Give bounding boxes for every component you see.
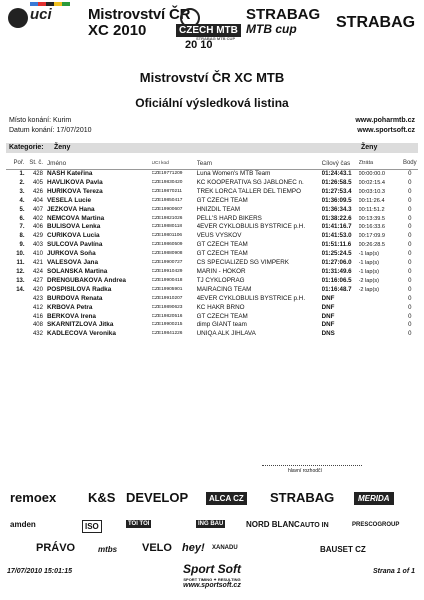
cell-points: 0: [408, 268, 412, 275]
cell-loss: -1 lap(s): [358, 268, 380, 275]
cell-name: VESELÁ Lucie: [46, 196, 92, 204]
cell-team: GT CZECH TEAM: [196, 250, 248, 258]
col-header-position: Poř.: [6, 157, 29, 170]
table-row: [6, 179, 418, 188]
col-header-team: Team: [197, 157, 322, 170]
cell-start-number: 420: [32, 286, 43, 293]
cell-finish-time: 01:31:49.6: [321, 267, 352, 275]
cell-finish-time: 01:36:09.5: [321, 196, 352, 204]
col-header-start-number: St. č.: [29, 157, 47, 170]
cell-uci-code: CZE19830420: [151, 179, 183, 185]
cell-start-number: 429: [32, 233, 43, 240]
cell-uci-code: CZE19880908: [151, 251, 183, 257]
cell-finish-time: DNF: [321, 303, 335, 311]
cell-position: 5.: [19, 206, 25, 213]
table-row: [6, 259, 418, 268]
strabag-logo: STRABAG: [336, 14, 416, 31]
cell-start-number: 410: [32, 251, 43, 258]
cell-finish-time: 01:16:48.7: [321, 285, 352, 293]
cell-finish-time: 01:24:43.1: [321, 170, 352, 177]
banner-czech-mtb: CZECH MTB: [176, 24, 241, 37]
cell-finish-time: 01:26:58.5: [321, 178, 352, 186]
cell-loss: [359, 321, 402, 330]
cell-finish-time: DNF: [321, 321, 335, 329]
cell-loss: 00:11:26.4: [358, 197, 385, 204]
table-row: [6, 277, 418, 286]
category-bar: [6, 143, 418, 153]
sponsor-amden: amden: [10, 520, 36, 529]
sponsor-xanadu: XANADU: [212, 545, 238, 551]
page-title: Mistrovství ČR XC MTB: [139, 70, 285, 85]
event-meta: [9, 116, 92, 136]
cell-uci-code: CZE19900418: [151, 277, 183, 283]
cell-loss: -2 lap(s): [358, 286, 380, 293]
cell-finish-time: 01:51:11.6: [321, 241, 352, 249]
table-row: [6, 241, 418, 250]
cell-name: POSPÍŠILOVÁ Radka: [46, 285, 112, 293]
sponsor-ks: K&S: [88, 490, 116, 505]
banner-title-line2: XC 2010: [88, 22, 147, 39]
cell-finish-time: 01:41:53.0: [321, 232, 352, 240]
cell-start-number: 424: [32, 268, 43, 275]
col-header-points: Body: [402, 157, 418, 170]
cell-name: KADLECOVÁ Veronika: [46, 330, 116, 338]
cell-loss: 00:13:39.5: [358, 215, 385, 222]
cell-start-number: 423: [32, 295, 43, 302]
cell-position: 7.: [19, 224, 25, 231]
cell-position: 2.: [19, 179, 25, 186]
cell-team: MARIN - HOKOR: [196, 267, 246, 275]
cell-name: HUŘÍKOVÁ Tereza: [46, 187, 103, 195]
category-value: Ženy: [54, 144, 71, 151]
category-label: Kategorie:: [9, 144, 44, 151]
signature-line: [262, 465, 362, 466]
table-row: [6, 223, 418, 232]
table-row: [6, 215, 418, 224]
table-row: [6, 250, 418, 259]
cell-team: GT CZECH TEAM: [196, 312, 248, 320]
banner-strabag-line2: MTB cup: [246, 22, 297, 36]
cell-loss: [359, 330, 402, 339]
sponsor-develop: DEVELOP: [126, 490, 189, 505]
cell-points: 0: [408, 188, 412, 195]
cell-points: 0: [408, 179, 412, 186]
cell-points: 0: [408, 215, 412, 222]
print-timestamp: 17/07/2010 15:01:15: [7, 568, 72, 575]
sponsor-velo: VELO: [142, 542, 172, 554]
cell-points: 0: [408, 242, 412, 249]
cell-finish-time: 01:41:16.7: [321, 223, 352, 231]
cell-uci-code: CZE19910429: [151, 268, 183, 274]
cell-start-number: 407: [32, 206, 43, 213]
cell-finish-time: 01:27:53.4: [321, 187, 352, 195]
cell-start-number: 404: [32, 197, 43, 204]
cell-start-number: 428: [32, 171, 43, 177]
event-links: [355, 116, 415, 136]
page-number: Strana 1 of 1: [372, 568, 415, 575]
cell-start-number: 416: [32, 313, 43, 320]
cell-uci-code: CZE19900607: [151, 206, 183, 212]
table-row: [6, 232, 418, 241]
cell-points: 0: [408, 322, 412, 329]
cell-uci-code: CZE19890623: [151, 304, 183, 310]
event-place: Místo konání: Kurim: [9, 117, 72, 124]
cell-uci-code: CZE19880118: [151, 224, 183, 230]
table-header-row: [6, 157, 418, 170]
cell-team: Luna Women's MTB Team: [196, 170, 271, 177]
cell-loss: 00:16:33.6: [358, 224, 385, 231]
cell-points: 0: [408, 171, 412, 177]
cell-team: KC KOOPERATIVA SG JABLONEC n.: [196, 178, 304, 186]
cell-uci-code: CZE19771209: [151, 171, 183, 176]
sportsoft-url[interactable]: www.sportsoft.cz: [183, 582, 241, 589]
cell-start-number: 402: [32, 215, 43, 222]
banner-title-line1: Mistrovství ČR: [88, 6, 191, 23]
table-row: [6, 321, 418, 330]
cell-start-number: 405: [32, 179, 43, 186]
cell-start-number: 408: [32, 322, 43, 329]
cell-name: NASH Kateřina: [46, 170, 93, 177]
cell-position: [6, 304, 29, 313]
cell-points: 0: [408, 295, 412, 302]
cell-points: 0: [408, 304, 412, 311]
cell-points: 0: [408, 313, 412, 320]
sponsor-prescogroup: PRESCOGROUP: [352, 522, 400, 528]
sportsoft-brand: Sport Soft: [183, 562, 241, 576]
cell-team: KC HAKR BRNO: [196, 303, 245, 311]
cell-uci-code: CZE19870211: [151, 188, 183, 194]
cell-uci-code: CZE19860509: [151, 242, 183, 248]
table-row: [6, 188, 418, 197]
table-row: [6, 330, 418, 339]
col-header-loss: Ztráta: [359, 157, 402, 170]
table-row: [6, 268, 418, 277]
cell-team: 4EVER CYKLOBULIS BYSTŘICE p.H.: [196, 294, 306, 302]
cell-uci-code: CZE19900727: [151, 260, 183, 266]
sportsoft-logo: [0, 560, 424, 589]
cell-start-number: 421: [32, 260, 43, 267]
cell-team: dimp GIANT team: [196, 321, 247, 329]
cell-position: [6, 321, 29, 330]
cell-uci-code: CZE19820516: [151, 313, 183, 319]
cell-finish-time: DNF: [321, 294, 335, 302]
col-header-name: Jméno: [47, 157, 152, 170]
cell-uci-code: CZE19910207: [151, 295, 183, 301]
judge-label: hlavní rozhodčí: [288, 468, 322, 474]
link-poharmtb[interactable]: www.poharmtb.cz: [355, 117, 415, 124]
sponsor-bauset: BAUSET CZ: [320, 545, 366, 554]
cell-start-number: 403: [32, 242, 43, 249]
cell-loss: -1 lap(s): [358, 251, 380, 258]
cell-loss: [359, 295, 402, 304]
cell-start-number: 412: [32, 304, 43, 311]
cell-points: 0: [408, 277, 412, 284]
cell-position: 14.: [16, 286, 25, 293]
cell-name: SOLANSKÁ Martina: [46, 267, 108, 275]
cell-points: 0: [408, 206, 412, 213]
sponsor-strabag: STRABAG: [270, 490, 335, 505]
table-row: [6, 313, 418, 322]
cell-points: 0: [408, 260, 412, 267]
uci-logo: uci: [30, 6, 52, 23]
cell-name: ČUŘÍKOVÁ Lucia: [46, 232, 100, 240]
table-row: [6, 197, 418, 206]
col-header-finish-time: Cílový čas: [322, 157, 359, 170]
cell-loss: -1 lap(s): [358, 260, 380, 267]
cell-name: BULISOVÁ Lenka: [46, 223, 101, 231]
cell-name: BURDOVÁ Renata: [46, 294, 103, 302]
cell-start-number: 406: [32, 224, 43, 231]
cell-position: [6, 313, 29, 322]
cell-loss: -2 lap(s): [358, 277, 380, 284]
cell-start-number: 432: [32, 331, 43, 338]
cell-finish-time: 01:25:24.5: [321, 250, 352, 258]
cell-finish-time: 01:36:34.3: [321, 205, 352, 213]
cell-uci-code: CZE19900215: [151, 322, 183, 328]
sponsor-pravo: PRÁVO: [36, 542, 76, 554]
cell-name: NĚMCOVÁ Martina: [46, 214, 105, 222]
cell-position: 12.: [16, 268, 25, 275]
sponsor-autoin: AUTO IN: [300, 522, 329, 529]
sponsor-mtbs: mtbs: [98, 545, 118, 554]
cell-position: 1.: [19, 171, 25, 177]
cell-finish-time: 01:27:06.0: [321, 259, 352, 267]
cell-team: VEUS VYŠKOV: [196, 232, 242, 240]
cell-uci-code: CZE19841226: [151, 331, 183, 337]
table-row: [6, 304, 418, 313]
cell-points: 0: [408, 331, 412, 338]
banner-tiny-text: STRABAG MTB CUP: [196, 36, 236, 41]
cell-position: [6, 295, 29, 304]
cell-team: PELL'S HARD BIKERS: [196, 214, 262, 222]
cell-loss: 00:17:09.9: [358, 233, 385, 240]
cell-loss: 00:00:00.0: [358, 171, 385, 177]
cell-position: 10.: [16, 251, 25, 258]
cell-position: 3.: [19, 188, 25, 195]
cell-team: TREK LORCA TALLER DEL TIEMPO: [196, 187, 302, 195]
cell-position: 4.: [19, 197, 25, 204]
cell-start-number: 427: [32, 277, 43, 284]
cell-name: JURKOVÁ Soňa: [46, 250, 96, 258]
cell-team: HNÍZDIL TEAM: [196, 205, 240, 213]
cell-uci-code: CZE19905901: [151, 286, 183, 292]
cell-loss: 00:11:51.2: [358, 206, 385, 213]
cell-position: 9.: [19, 242, 25, 249]
cell-loss: 00:26:28.5: [358, 242, 385, 249]
sponsor-nordblanc: NORD BLANC: [246, 520, 300, 529]
cell-loss: 00:03:10.3: [358, 188, 385, 195]
header-banner: [0, 0, 424, 62]
table-row: [6, 295, 418, 304]
event-date: Datum konání: 17/07/2010: [9, 127, 92, 134]
sponsor-iso: ISO: [82, 520, 102, 533]
cell-uci-code: CZE19850417: [151, 197, 183, 203]
page-subtitle: Oficiální výsledková listina: [135, 96, 289, 110]
sponsor-hey: hey!: [182, 542, 205, 554]
cell-uci-code: CZE19821026: [151, 215, 183, 221]
banner-year: 20 10: [185, 39, 213, 51]
cell-name: VALEŠOVÁ Jana: [46, 259, 99, 267]
cell-points: 0: [408, 251, 412, 258]
cell-points: 0: [408, 286, 412, 293]
cell-name: ŠULCOVÁ Pavlína: [46, 241, 103, 249]
col-header-uci-code: UCI kod: [152, 157, 197, 170]
results-table: [6, 157, 418, 339]
cell-points: 0: [408, 197, 412, 204]
banner-strabag-line1: STRABAG: [246, 6, 321, 23]
cell-name: HAVLÍKOVÁ Pavla: [46, 178, 103, 186]
cell-name: DRENGUBÁKOVÁ Andrea: [46, 276, 126, 284]
sponsor-toitoi: TOI TOI: [128, 521, 150, 527]
cell-finish-time: DNS: [321, 330, 335, 338]
table-row: [6, 206, 418, 215]
cell-team: ČS SPECIALIZED SG VIMPERK: [196, 259, 289, 267]
cell-team: GT CZECH TEAM: [196, 196, 248, 204]
cell-points: 0: [408, 224, 412, 231]
cell-position: 6.: [19, 215, 25, 222]
cell-position: [6, 330, 29, 339]
cell-loss: [359, 313, 402, 322]
link-sportsoft[interactable]: www.sportsoft.cz: [357, 127, 415, 134]
cell-points: 0: [408, 233, 412, 240]
cell-team: TJ CYKLOPRAG: [196, 276, 245, 284]
cell-uci-code: CZE19801106: [151, 233, 183, 239]
cell-name: ŠKARNITZLOVÁ Jitka: [46, 321, 114, 329]
cell-team: UNIQA ALK JIHLAVA: [196, 330, 256, 338]
cell-name: BERKOVÁ Irena: [46, 312, 96, 320]
sponsor-merida: MERIDA: [354, 492, 394, 505]
cell-finish-time: DNF: [321, 312, 335, 320]
cell-position: 8.: [19, 233, 25, 240]
sportsoft-tagline: SPORT TIMING ✦ RESULTING: [183, 577, 241, 582]
table-row: [6, 286, 418, 295]
cell-finish-time: 01:16:06.5: [321, 276, 352, 284]
cell-name: JEŽKOVÁ Hana: [46, 205, 95, 213]
cell-team: 4EVER CYKLOBULIS BYSTŘICE p.H.: [196, 223, 306, 231]
cell-position: 11.: [16, 260, 25, 267]
table-row: [6, 170, 418, 179]
cell-finish-time: 01:38:22.6: [321, 214, 352, 222]
cell-team: MAIRACING TEAM: [196, 285, 252, 293]
cell-loss: [359, 304, 402, 313]
category-value-right: Ženy: [361, 144, 378, 151]
cyclist-logo-icon: [8, 8, 28, 28]
sponsor-remoex: remoex: [10, 490, 57, 505]
sponsor-alca: ALCA CZ: [206, 492, 247, 505]
cell-name: KRBOVÁ Petra: [46, 303, 93, 311]
cell-loss: 00:02:15.4: [358, 179, 385, 186]
cell-start-number: 426: [32, 188, 43, 195]
cell-position: 13.: [16, 277, 25, 284]
sponsor-ingbau: ING BAU: [198, 521, 224, 527]
cell-team: GT CZECH TEAM: [196, 241, 248, 249]
